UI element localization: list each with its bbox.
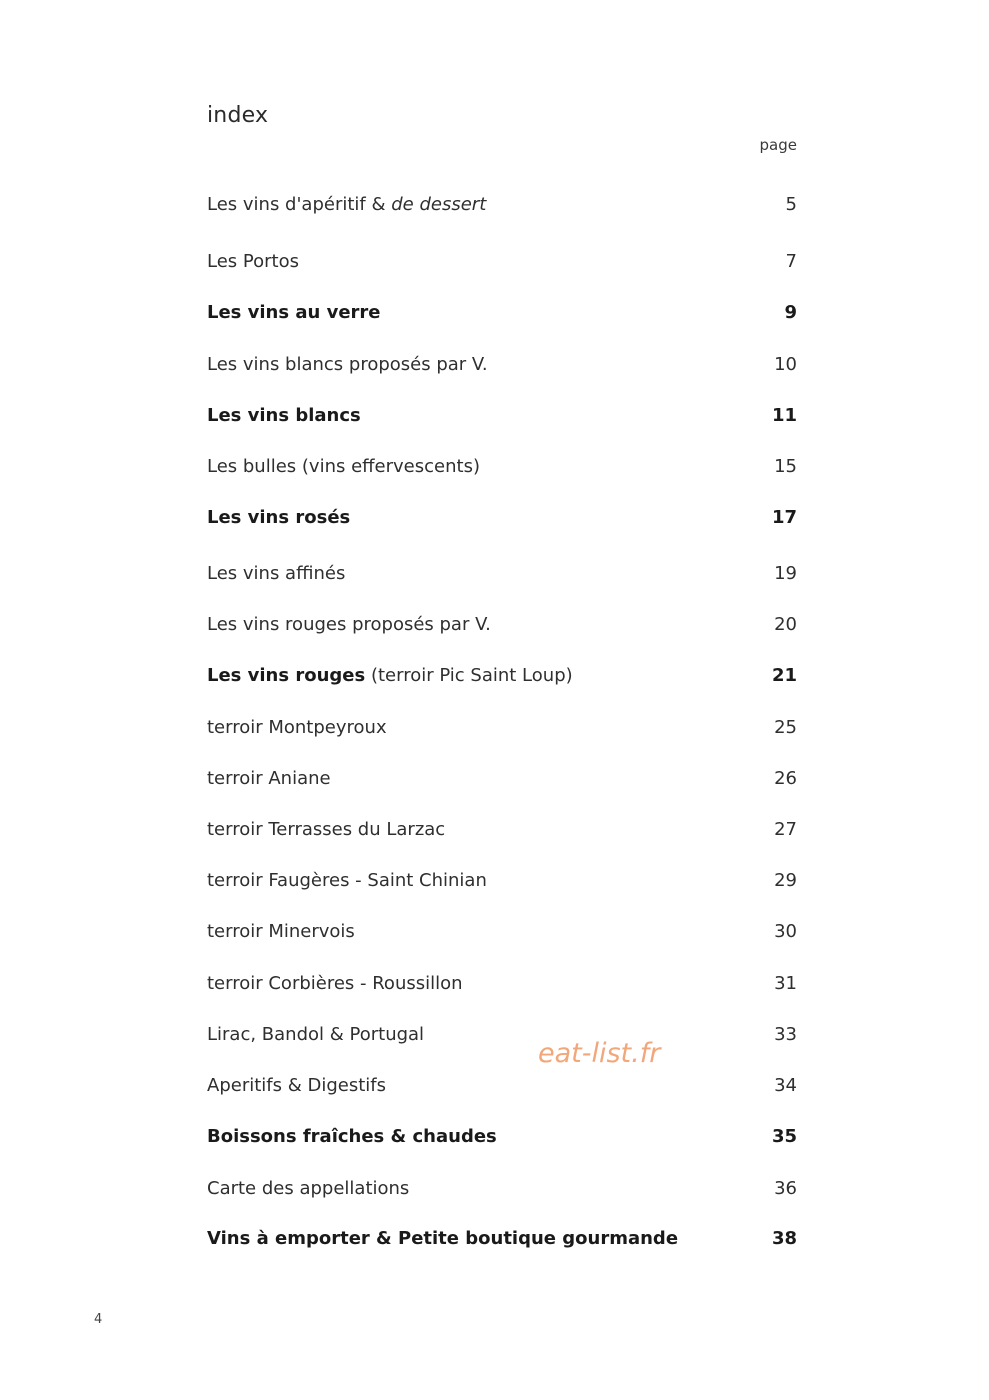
toc-entry-label — [207, 768, 331, 789]
toc-entry — [207, 351, 797, 377]
toc-entry-page-number: 5 — [785, 193, 797, 215]
toc-entry — [207, 765, 797, 791]
toc-entry-label — [207, 973, 463, 994]
toc-entry-page-number: 19 — [774, 562, 797, 584]
toc-entry-label — [207, 1024, 424, 1045]
toc-entry-title: Les vins rouges — [207, 664, 366, 686]
toc-entry-title: Les vins blancs proposés par V. — [207, 353, 488, 375]
toc-entry — [207, 918, 797, 944]
toc-entry-page-number: 25 — [774, 716, 797, 738]
toc-entry-page-number: 35 — [771, 1125, 797, 1147]
toc-entry-page-number: 38 — [771, 1227, 797, 1249]
toc-entry-page-number: 17 — [771, 506, 797, 528]
toc-entry-title: Les Portos — [207, 250, 299, 272]
toc-entry — [207, 299, 797, 325]
toc-entry-page-number: 29 — [774, 869, 797, 891]
toc-entry-title: Les vins au verre — [207, 301, 381, 323]
toc-entry — [207, 1225, 797, 1251]
toc-entry-subtitle: (terroir Pic Saint Loup) — [365, 664, 573, 686]
toc-entry-label — [207, 1126, 497, 1147]
toc-entry-label — [207, 302, 381, 323]
toc-entry-page-number: 11 — [771, 404, 797, 426]
toc-entry-label — [207, 1075, 386, 1096]
toc-entry-title: terroir Corbières - Roussillon — [207, 972, 463, 994]
toc-entry-title: Vins à emporter & Petite boutique gourmande — [207, 1227, 679, 1249]
toc-entry-label — [207, 194, 486, 215]
toc-entry — [207, 611, 797, 637]
toc-entry — [207, 1021, 797, 1047]
page-number: 4 — [94, 1312, 103, 1327]
toc-entry-label — [207, 921, 355, 942]
toc-entry — [207, 560, 797, 586]
toc-entry-label — [207, 614, 491, 635]
toc-entry-title: Les vins rouges proposés par V. — [207, 613, 491, 635]
toc-entry-page-number: 21 — [771, 664, 797, 686]
toc-entry-page-number: 20 — [774, 613, 797, 635]
toc-entry — [207, 662, 797, 688]
toc-entry-title: terroir Montpeyroux — [207, 716, 387, 738]
toc-entry-title: Les bulles (vins effervescents) — [207, 455, 480, 477]
watermark: eat-list.fr — [538, 1038, 661, 1069]
toc-entry-title: Carte des appellations — [207, 1177, 410, 1199]
toc-entry-page-number: 31 — [774, 972, 797, 994]
toc-entry-subtitle: de dessert — [385, 193, 487, 215]
toc-entry-title: Aperitifs & Digestifs — [207, 1074, 386, 1096]
toc-entry — [207, 867, 797, 893]
toc-entry — [207, 1072, 797, 1098]
toc-entry-label — [207, 354, 488, 375]
toc-entry-title: terroir Aniane — [207, 767, 331, 789]
toc-entry-page-number: 34 — [774, 1074, 797, 1096]
toc-entry — [207, 816, 797, 842]
toc-entry-page-number: 10 — [774, 353, 797, 375]
toc-entry-label — [207, 405, 361, 426]
toc-entry — [207, 1175, 797, 1201]
toc-entry-page-number: 27 — [774, 818, 797, 840]
toc-entry-label — [207, 717, 387, 738]
toc-entry-title: Les vins d'apéritif & — [207, 193, 386, 215]
toc-entry-label — [207, 1178, 409, 1199]
toc-entry-page-number: 15 — [774, 455, 797, 477]
toc-entry — [207, 504, 797, 530]
index-title: index — [207, 103, 269, 128]
toc-entry-page-number: 9 — [784, 301, 797, 323]
toc-entry-label — [207, 456, 480, 477]
toc-entry-page-number: 33 — [774, 1023, 797, 1045]
toc-entry-title: terroir Minervois — [207, 920, 355, 942]
toc-entry-label — [207, 251, 299, 272]
toc-entry-page-number: 7 — [785, 250, 797, 272]
toc-entry-title: Les vins blancs — [207, 404, 361, 426]
toc-entry — [207, 714, 797, 740]
toc-entry-title: terroir Terrasses du Larzac — [207, 818, 446, 840]
toc-entry-label — [207, 819, 445, 840]
toc-entry-page-number: 26 — [774, 767, 797, 789]
toc-entry-title: Les vins affinés — [207, 562, 346, 584]
toc-entry-page-number: 36 — [774, 1177, 797, 1199]
toc-entry — [207, 970, 797, 996]
toc-entry — [207, 402, 797, 428]
toc-entry-label — [207, 870, 487, 891]
toc-entry-title: terroir Faugères - Saint Chinian — [207, 869, 487, 891]
toc-entry-title: Boissons fraîches & chaudes — [207, 1125, 497, 1147]
toc-entry-label — [207, 1228, 678, 1249]
page-column-header: page — [759, 136, 797, 154]
toc-entry — [207, 453, 797, 479]
toc-entry — [207, 248, 797, 274]
toc-entry — [207, 1123, 797, 1149]
toc-entry-title: Les vins rosés — [207, 506, 351, 528]
toc-entry — [207, 191, 797, 217]
toc-entry-title: Lirac, Bandol & Portugal — [207, 1023, 425, 1045]
toc-entry-label — [207, 665, 573, 686]
toc-entry-page-number: 30 — [774, 920, 797, 942]
toc-entry-label — [207, 507, 350, 528]
toc-entry-label — [207, 563, 345, 584]
